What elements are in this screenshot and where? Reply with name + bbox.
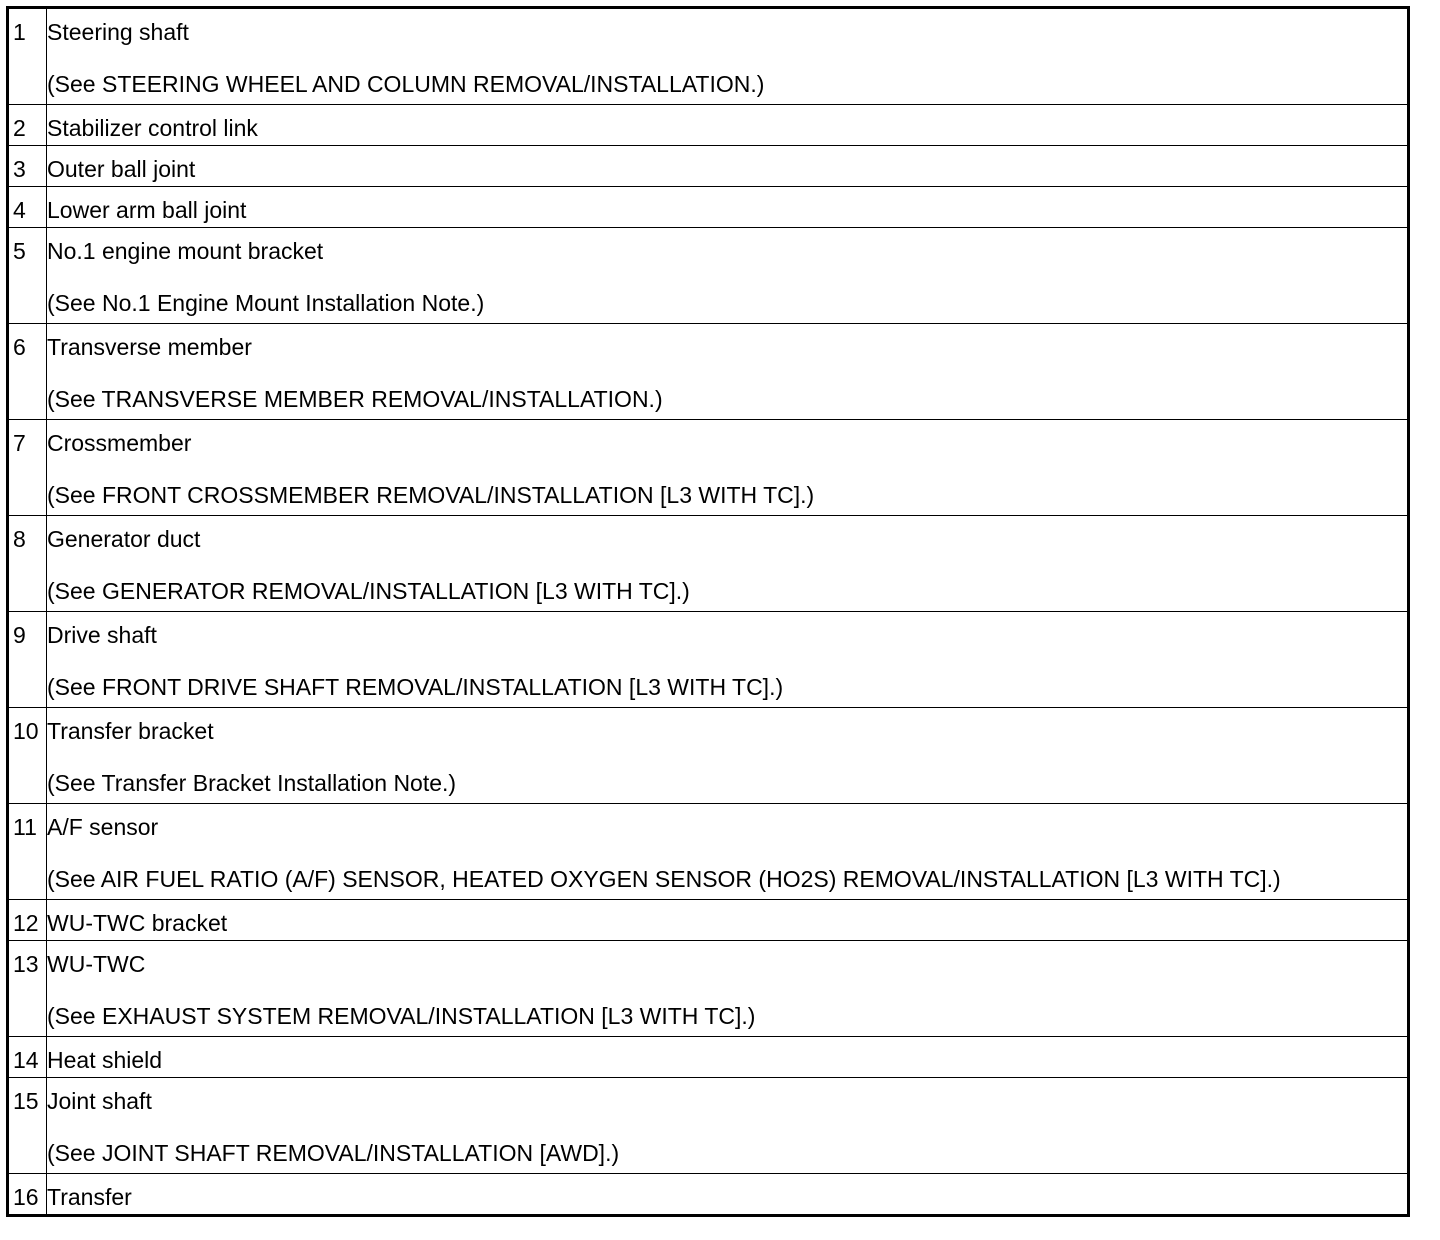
table-row <box>8 1078 1409 1174</box>
item-number: 13 <box>13 951 39 977</box>
item-reference: (See FRONT CROSSMEMBER REMOVAL/INSTALLATION [L3 WITH TC].) <box>47 482 815 508</box>
item-reference: (See No.1 Engine Mount Installation Note.) <box>47 290 485 316</box>
item-description-cell <box>47 1078 1409 1174</box>
table-row <box>8 900 1409 941</box>
item-number: 9 <box>13 622 26 648</box>
item-description-cell <box>47 804 1409 900</box>
table-row <box>8 708 1409 804</box>
item-number: 1 <box>13 19 26 45</box>
item-name: Transfer bracket <box>47 718 214 744</box>
item-number-cell <box>8 900 47 941</box>
table-row <box>8 8 1409 105</box>
item-number: 5 <box>13 238 26 264</box>
table-row <box>8 612 1409 708</box>
item-name: Joint shaft <box>47 1088 152 1114</box>
table-row <box>8 1174 1409 1216</box>
item-number-cell <box>8 1174 47 1216</box>
item-description-cell <box>47 941 1409 1037</box>
item-number-cell <box>8 187 47 228</box>
item-reference: (See AIR FUEL RATIO (A/F) SENSOR, HEATED OXYGEN SENSOR (HO2S) REMOVAL/INSTALLATION [L3 WITH TC].) <box>47 866 1281 892</box>
item-number: 11 <box>13 814 37 840</box>
item-number-cell <box>8 105 47 146</box>
table-row <box>8 105 1409 146</box>
item-reference: (See FRONT DRIVE SHAFT REMOVAL/INSTALLATION [L3 WITH TC].) <box>47 674 784 700</box>
item-description-cell <box>47 516 1409 612</box>
item-name: Generator duct <box>47 526 201 552</box>
item-name: WU-TWC <box>47 951 146 977</box>
item-number-cell <box>8 420 47 516</box>
item-description-cell <box>47 612 1409 708</box>
item-description-cell <box>47 187 1409 228</box>
item-number: 6 <box>13 334 26 360</box>
item-number-cell <box>8 516 47 612</box>
item-name: Outer ball joint <box>47 156 196 182</box>
item-number: 15 <box>13 1088 39 1114</box>
item-description-cell <box>47 8 1409 105</box>
item-number-cell <box>8 804 47 900</box>
item-number-cell <box>8 146 47 187</box>
item-number: 4 <box>13 197 26 223</box>
item-name: WU-TWC bracket <box>47 910 228 936</box>
table-row <box>8 516 1409 612</box>
item-name: No.1 engine mount bracket <box>47 238 324 264</box>
table-row <box>8 187 1409 228</box>
item-reference: (See TRANSVERSE MEMBER REMOVAL/INSTALLATION.) <box>47 386 663 412</box>
table-row <box>8 146 1409 187</box>
item-name: Lower arm ball joint <box>47 197 247 223</box>
item-number: 14 <box>13 1047 39 1073</box>
item-number-cell <box>8 941 47 1037</box>
parts-table <box>6 6 1410 1217</box>
item-number: 7 <box>13 430 26 456</box>
item-name: Stabilizer control link <box>47 115 258 141</box>
item-description-cell <box>47 324 1409 420</box>
item-number-cell <box>8 1078 47 1174</box>
item-name: Transverse member <box>47 334 252 360</box>
item-number: 16 <box>13 1184 39 1210</box>
item-name: Steering shaft <box>47 19 189 45</box>
item-name: Drive shaft <box>47 622 157 648</box>
table-row <box>8 228 1409 324</box>
item-name: Crossmember <box>47 430 192 456</box>
item-reference: (See STEERING WHEEL AND COLUMN REMOVAL/INSTALLATION.) <box>47 71 765 97</box>
table-row <box>8 324 1409 420</box>
item-name: Heat shield <box>47 1047 163 1073</box>
table-row <box>8 941 1409 1037</box>
item-number: 12 <box>13 910 39 936</box>
table-row <box>8 420 1409 516</box>
item-number: 2 <box>13 115 26 141</box>
table-row <box>8 804 1409 900</box>
item-reference: (See Transfer Bracket Installation Note.) <box>47 770 457 796</box>
item-number-cell <box>8 612 47 708</box>
table-row <box>8 1037 1409 1078</box>
item-description-cell <box>47 708 1409 804</box>
item-number-cell <box>8 1037 47 1078</box>
item-reference: (See JOINT SHAFT REMOVAL/INSTALLATION [AWD].) <box>47 1140 620 1166</box>
item-name: A/F sensor <box>47 814 159 840</box>
item-reference: (See EXHAUST SYSTEM REMOVAL/INSTALLATION [L3 WITH TC].) <box>47 1003 756 1029</box>
item-description-cell <box>47 228 1409 324</box>
item-number-cell <box>8 228 47 324</box>
item-description-cell <box>47 420 1409 516</box>
item-description-cell <box>47 105 1409 146</box>
item-reference: (See GENERATOR REMOVAL/INSTALLATION [L3 WITH TC].) <box>47 578 690 604</box>
item-description-cell <box>47 1037 1409 1078</box>
item-description-cell <box>47 146 1409 187</box>
item-description-cell <box>47 900 1409 941</box>
item-number: 8 <box>13 526 26 552</box>
item-name: Transfer <box>47 1184 132 1210</box>
item-number: 3 <box>13 156 26 182</box>
item-number: 10 <box>13 718 39 744</box>
item-number-cell <box>8 708 47 804</box>
item-number-cell <box>8 8 47 105</box>
item-number-cell <box>8 324 47 420</box>
item-description-cell <box>47 1174 1409 1216</box>
